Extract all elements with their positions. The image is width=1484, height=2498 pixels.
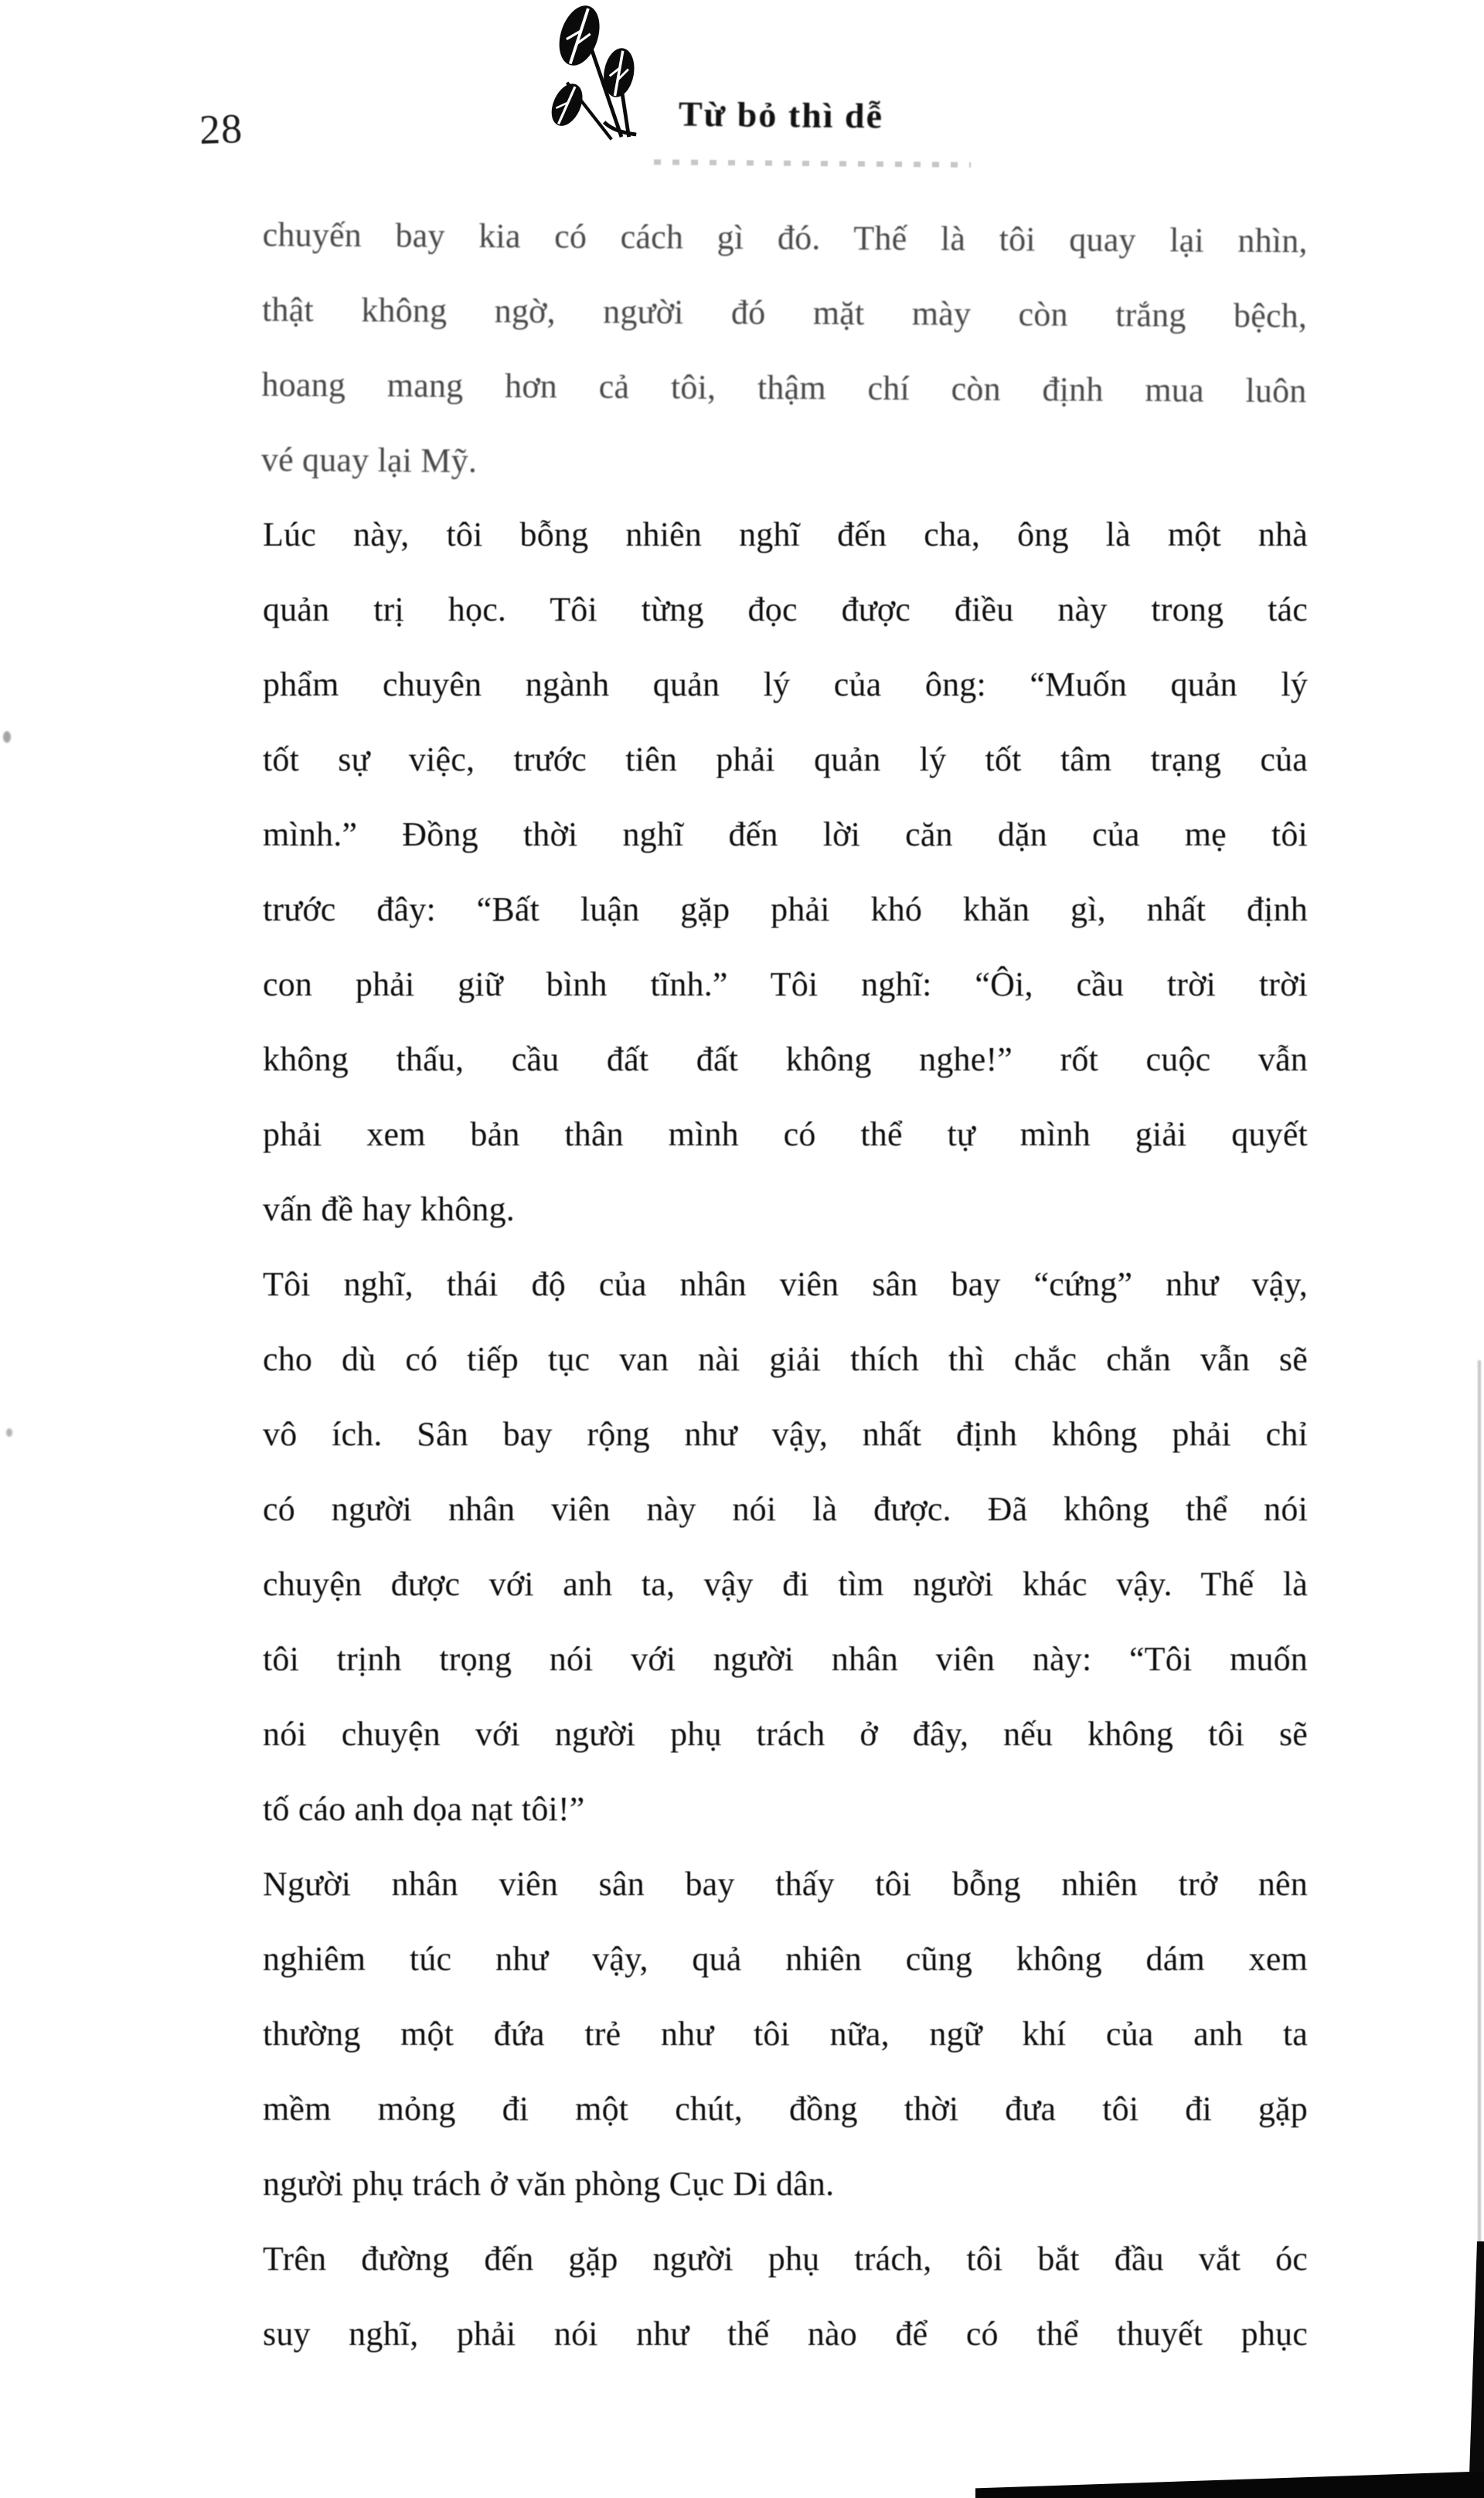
text-line: quản trị học. Tôi từng đọc được điều này trong tác <box>263 590 1308 628</box>
text-line: Lúc này, tôi bỗng nhiên nghĩ đến cha, ông là một nhà <box>263 516 1308 553</box>
paragraph-3 <box>263 1247 1308 1846</box>
text-line: vô ích. Sân bay rộng như vậy, nhất định không phải chỉ <box>263 1415 1308 1453</box>
text-line: vấn đề hay không. <box>263 1190 515 1228</box>
text-line: chuyện được với anh ta, vậy đi tìm người khác vậy. Thế là <box>263 1565 1308 1603</box>
text-line: Trên đường đến gặp người phụ trách, tôi bắt đầu vắt óc <box>263 2240 1308 2278</box>
text-line: nói chuyện với người phụ trách ở đây, nếu không tôi sẽ <box>263 1715 1308 1753</box>
text-line: vé quay lại Mỹ. <box>260 440 478 480</box>
text-line: suy nghĩ, phải nói như thế nào để có thể thuyết phục <box>263 2315 1308 2353</box>
text-line: mình.” Đồng thời nghĩ đến lời căn dặn của mẹ tôi <box>263 815 1308 853</box>
scan-edge-strip <box>1469 2241 1484 2498</box>
text-line: tố cáo anh dọa nạt tôi!” <box>263 1790 585 1828</box>
text-line: người phụ trách ở văn phòng Cục Di dân. <box>263 2165 835 2203</box>
text-line: cho dù có tiếp tục van nài giải thích thì chắc chắn vẫn sẽ <box>263 1340 1308 1378</box>
paragraph-1 <box>261 197 1308 503</box>
text-line: phải xem bản thân mình có thể tự mình giải quyết <box>263 1115 1308 1153</box>
text-line: tốt sự việc, trước tiên phải quản lý tốt tâm trạng của <box>263 740 1308 778</box>
scan-speck <box>6 1428 12 1437</box>
text-line: con phải giữ bình tĩnh.” Tôi nghĩ: “Ôi, cầu trời trời <box>263 965 1308 1003</box>
text-line: Người nhân viên sân bay thấy tôi bỗng nhiên trở nên <box>263 1865 1308 1903</box>
text-line: chuyến bay kia có cách gì đó. Thế là tôi quay lại nhìn, <box>262 215 1308 260</box>
text-line: nghiêm túc như vậy, quả nhiên cũng không dám xem <box>263 1940 1308 1978</box>
text-line: thật không ngờ, người đó mặt mày còn trắng bệch, <box>261 290 1308 335</box>
text-line: Tôi nghĩ, thái độ của nhân viên sân bay “cứng” như vậy, <box>263 1265 1308 1303</box>
text-line: thường một đứa trẻ như tôi nữa, ngữ khí của anh ta <box>263 2015 1308 2053</box>
scan-edge-line <box>1478 1360 1481 2249</box>
paragraph-2 <box>263 497 1308 1247</box>
page-number: 28 <box>198 105 244 153</box>
text-line: hoang mang hơn cả tôi, thậm chí còn định mua luôn <box>261 365 1307 410</box>
text-line: không thấu, cầu đất đất không nghe!” rốt cuộc vẫn <box>263 1040 1308 1078</box>
text-line: tôi trịnh trọng nói với người nhân viên này: “Tôi muốn <box>263 1640 1308 1678</box>
body-text <box>260 197 1308 2371</box>
text-line: phẩm chuyên ngành quản lý của ông: “Muốn quản lý <box>263 665 1308 703</box>
scan-bottom-bar <box>975 2470 1484 2498</box>
running-header-title: Từ bỏ thì dễ <box>678 94 884 136</box>
leaf-ornament-icon <box>535 3 659 142</box>
scan-speck <box>3 731 11 743</box>
text-line: trước đây: “Bất luận gặp phải khó khăn gì, nhất định <box>263 890 1308 928</box>
paragraph-4 <box>263 1846 1308 2221</box>
text-line: có người nhân viên này nói là được. Đã không thể nói <box>263 1490 1308 1528</box>
header-dashed-rule <box>654 159 971 168</box>
text-line: mềm mỏng đi một chút, đồng thời đưa tôi đi gặp <box>263 2090 1308 2128</box>
paragraph-5 <box>263 2221 1308 2371</box>
